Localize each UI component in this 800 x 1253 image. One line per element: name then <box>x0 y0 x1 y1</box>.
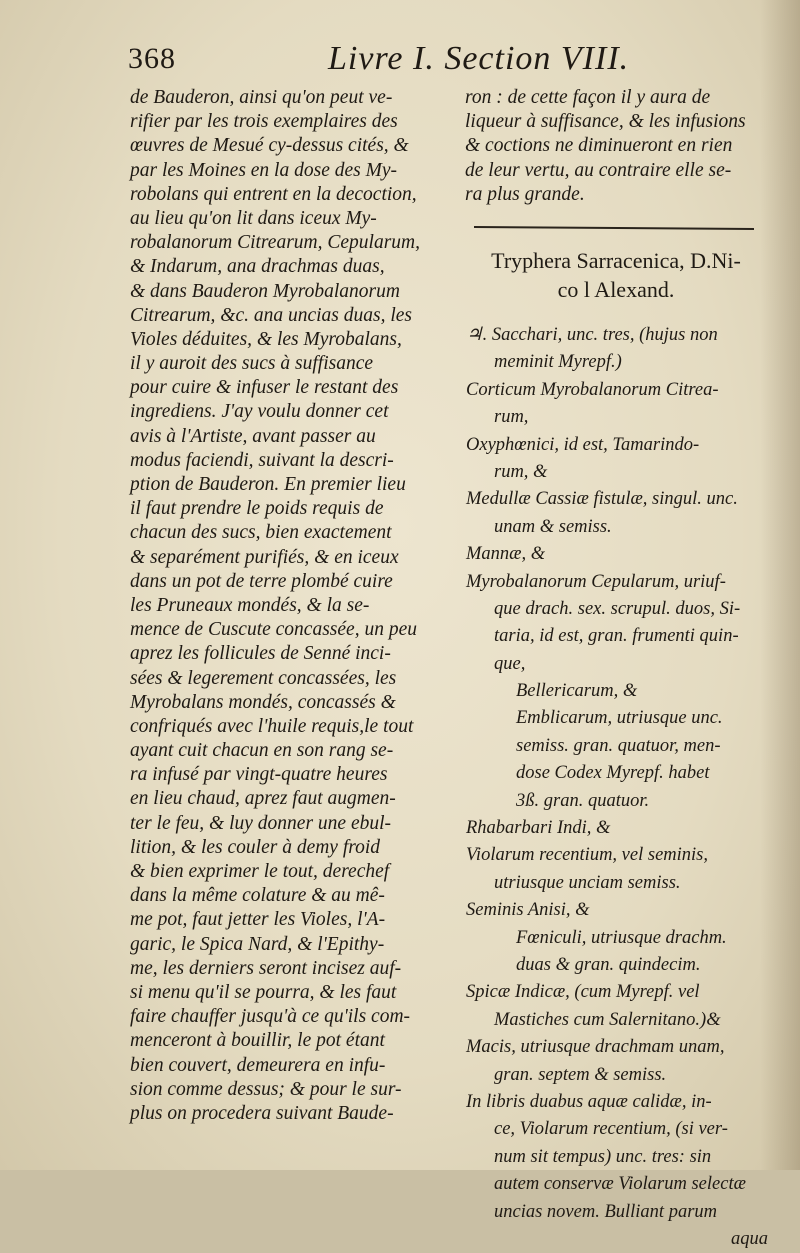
ingredient-line: Violarum recentium, vel seminis, <box>466 845 708 866</box>
text-line: sées & legerement concassées, les <box>130 667 397 689</box>
page-header <box>128 40 668 82</box>
text-line: & coctions ne diminueront en rien <box>465 135 733 157</box>
ingredient-line: num sit tempus) unc. tres: sin <box>494 1146 712 1167</box>
text-line: confriqués avec l'huile requis,le tout <box>130 715 414 737</box>
recipe-title-line-2: co l Alexand. <box>557 277 675 302</box>
ingredient-line: autem conservæ Violarum selectæ <box>494 1174 746 1195</box>
text-line: il y auroit des sucs à suffisance <box>130 353 374 375</box>
text-line: plus on procedera suivant Baude- <box>130 1102 394 1124</box>
ingredient-line: Macis, utriusque drachmam unam, <box>466 1037 725 1058</box>
text-line: il faut prendre le poids requis de <box>130 498 384 520</box>
text-line: pour cuire & infuser le restant des <box>130 377 399 399</box>
ingredient-line: Fœniculi, utriusque drachm. <box>516 927 727 948</box>
text-line: robalanorum Citrearum, Cepularum, <box>130 232 420 254</box>
text-line: avis à l'Artiste, avant passer au <box>130 425 376 447</box>
text-line: Myrobalans mondés, concassés & <box>130 691 396 713</box>
text-line: faire chauffer jusqu'à ce qu'ils com- <box>130 1006 411 1028</box>
text-line: & Indarum, ana drachmas duas, <box>130 256 385 278</box>
running-head: Livre I. Section VIII. <box>328 40 630 77</box>
text-line: menceront à bouillir, le pot étant <box>130 1030 385 1052</box>
text-line: dans la même colature & au mê- <box>130 885 385 907</box>
text-line: dans un pot de terre plombé cuire <box>130 570 393 592</box>
text-line: bien couvert, demeurera en infu- <box>130 1054 386 1076</box>
recipe-ingredient-list <box>466 322 768 1253</box>
text-line: modus faciendi, suivant la descri- <box>130 449 394 471</box>
ingredient-line: Mastiches cum Salernitano.)& <box>494 1009 721 1030</box>
text-line: si menu qu'il se pourra, & les faut <box>130 981 397 1003</box>
text-line: ra plus grande. <box>465 183 585 205</box>
ingredient-line: unam & semiss. <box>494 516 612 537</box>
text-line: les Pruneaux mondés, & la se- <box>130 594 370 616</box>
text-line: garic, le Spica Nard, & l'Epithy- <box>130 933 385 955</box>
ingredient-line: Corticum Myrobalanorum Citrea- <box>466 379 719 400</box>
ingredient-line: Medullæ Cassiæ fistulæ, singul. unc. <box>466 489 738 510</box>
text-line: de Bauderon, ainsi qu'on peut ve- <box>130 87 393 108</box>
ingredient-line: gran. septem & semiss. <box>494 1064 667 1085</box>
text-line: ter le feu, & luy donner une ebul- <box>130 812 392 834</box>
text-line: me, les derniers seront incisez auf- <box>130 957 402 979</box>
ingredient-line: utriusque unciam semiss. <box>494 872 681 893</box>
ingredient-line: Myrobalanorum Cepularum, uriuf- <box>466 571 726 592</box>
ingredient-line: Oxyphœnici, id est, Tamarindo- <box>466 434 700 455</box>
ingredient-line: Mannæ, & <box>466 544 546 565</box>
ingredient-line: ♃. Sacchari, unc. tres, (hujus non <box>466 325 718 345</box>
text-line: sion comme dessus; & pour le sur- <box>130 1078 402 1100</box>
ingredient-line: que drach. sex. scrupul. duos, Si- <box>494 598 741 619</box>
left-text-column <box>130 86 452 1126</box>
ingredient-line: semiss. gran. quatuor, men- <box>516 735 721 756</box>
ingredient-line: rum, & <box>494 461 548 482</box>
ingredient-line: Bellericarum, & <box>516 681 638 702</box>
ingredient-line: taria, id est, gran. frumenti quin- <box>494 626 739 647</box>
ingredient-line: ce, Violarum recentium, (si ver- <box>494 1119 728 1140</box>
text-line: ption de Bauderon. En premier lieu <box>130 474 406 495</box>
text-line: chacun des sucs, bien exactement <box>130 522 392 544</box>
text-line: rifier par les trois exemplaires des <box>130 111 398 133</box>
text-line: & dans Bauderon Myrobalanorum <box>130 280 400 302</box>
ingredient-line: uncias novem. Bulliant parum <box>494 1201 718 1222</box>
text-line: robolans qui entrent en la decoction, <box>130 183 417 205</box>
ingredient-line: Seminis Anisi, & <box>466 900 590 921</box>
ingredient-line: In libris duabus aquæ calidæ, in- <box>466 1091 712 1112</box>
ingredient-line: dose Codex Myrepf. habet <box>516 763 710 784</box>
right-text-column-top <box>465 86 765 207</box>
text-line: Citrearum, &c. ana uncias duas, les <box>130 304 413 326</box>
text-line: par les Moines en la dose des My- <box>130 159 397 181</box>
ingredient-line: 3ß. gran. quatuor. <box>516 790 650 811</box>
text-line: mence de Cuscute concassée, un peu <box>130 619 417 641</box>
ingredient-line: meminit Myrepf.) <box>494 352 622 373</box>
text-line: ayant cuit chacun en son rang se- <box>130 740 394 762</box>
section-rule <box>474 226 754 230</box>
ingredient-line: rum, <box>494 407 529 428</box>
ingredient-line: aqua <box>731 1228 768 1249</box>
recipe-title <box>466 246 766 304</box>
page-number: 368 <box>128 42 176 75</box>
text-line: me pot, faut jetter les Violes, l'A- <box>130 909 386 931</box>
text-line: liqueur à suffisance, & les infusions <box>465 111 746 133</box>
text-line: au lieu qu'on lit dans iceux My- <box>130 207 377 229</box>
recipe-title-line-1: Tryphera Sarracenica, D.Ni- <box>491 248 741 273</box>
text-line: ron : de cette façon il y aura de <box>465 87 711 108</box>
ingredient-line: que, <box>494 653 526 674</box>
text-line: lition, & les couler à demy froid <box>130 836 381 858</box>
ingredient-line: duas & gran. quindecim. <box>516 954 701 975</box>
text-line: Violes déduites, & les Myrobalans, <box>130 328 402 350</box>
text-line: & bien exprimer le tout, derechef <box>130 861 390 882</box>
text-line: œuvres de Mesué cy-dessus cités, & <box>130 135 409 157</box>
text-line: aprez les follicules de Senné inci- <box>130 643 391 665</box>
text-line: de leur vertu, au contraire elle se- <box>465 159 732 181</box>
text-line: ingrediens. J'ay voulu donner cet <box>130 401 389 423</box>
text-line: ra infusé par vingt-quatre heures <box>130 764 388 786</box>
text-line: & separément purifiés, & en iceux <box>130 546 399 568</box>
ingredient-line: Emblicarum, utriusque unc. <box>516 708 723 729</box>
ingredient-line: Rhabarbari Indi, & <box>466 818 611 839</box>
text-line: en lieu chaud, aprez faut augmen- <box>130 788 396 810</box>
ingredient-line: Spicæ Indicæ, (cum Myrepf. vel <box>466 982 700 1003</box>
